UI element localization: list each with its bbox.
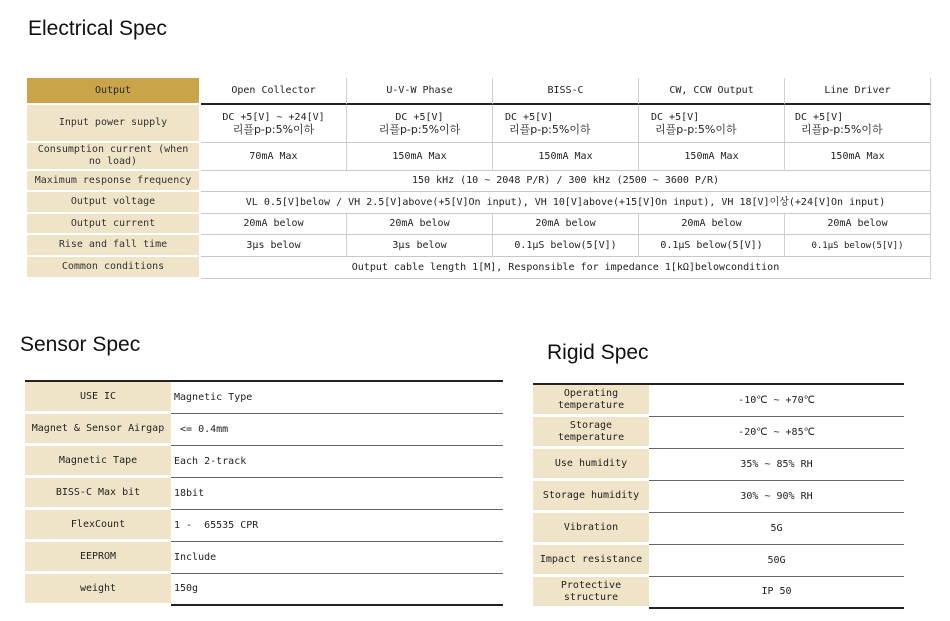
header-biss-c: BISS-C — [493, 78, 639, 105]
header-line-driver: Line Driver — [785, 78, 931, 105]
table-cell: -10℃ ~ +70℃ — [649, 385, 904, 417]
rigid-spec-title: Rigid Spec — [547, 341, 649, 364]
row-label: Use humidity — [533, 449, 649, 481]
row-label: Output current — [27, 214, 201, 235]
table-row — [27, 143, 931, 171]
table-cell — [639, 105, 785, 143]
table-cell: Include — [171, 542, 503, 574]
row-label: Storage humidity — [533, 481, 649, 513]
table-cell: 150mA Max — [639, 143, 785, 171]
table-row — [27, 171, 931, 192]
table-cell: 150mA Max — [493, 143, 639, 171]
table-cell-span: VL 0.5[V]below / VH 2.5[V]above(+5[V]On input), VH 10[V]above(+15[V]On input), VH 18[V]이상(+24[V]On input) — [201, 192, 931, 214]
table-row — [533, 577, 904, 609]
row-label: Magnetic Tape — [25, 446, 171, 478]
row-label: Consumption current (when no load) — [27, 143, 201, 171]
table-cell: 70mA Max — [201, 143, 347, 171]
table-cell: 0.1μS below(5[V]) — [639, 235, 785, 257]
table-cell: <= 0.4mm — [171, 414, 503, 446]
table-row — [533, 417, 904, 449]
electrical-spec-title: Electrical Spec — [28, 17, 167, 40]
table-row — [25, 574, 503, 606]
table-row — [25, 542, 503, 574]
cell-line: 리플p-p:5%이하 — [655, 122, 737, 136]
table-row — [27, 235, 931, 257]
table-cell: 150mA Max — [785, 143, 931, 171]
sensor-spec-title: Sensor Spec — [20, 333, 141, 356]
table-row — [25, 414, 503, 446]
table-cell: 20mA below — [493, 214, 639, 235]
table-cell-span: 150 kHz (10 ~ 2048 P/R) / 300 kHz (2500 ~ 3600 P/R) — [201, 171, 931, 192]
table-row — [25, 382, 503, 414]
table-row — [27, 192, 931, 214]
table-row — [25, 446, 503, 478]
header-uvw-phase: U-V-W Phase — [347, 78, 493, 105]
sensor-spec-table — [25, 380, 503, 606]
row-label: Rise and fall time — [27, 235, 201, 257]
row-label: EEPROM — [25, 542, 171, 574]
table-cell: 35% ~ 85% RH — [649, 449, 904, 481]
table-cell: Magnetic Type — [171, 382, 503, 414]
table-row — [533, 449, 904, 481]
electrical-spec-table — [27, 78, 931, 279]
table-cell: 0.1μS below(5[V]) — [785, 235, 931, 257]
cell-line: DC +5[V] ~ +24[V] — [222, 111, 325, 123]
cell-line: 리플p-p:5%이하 — [801, 122, 883, 136]
table-cell: 150g — [171, 574, 503, 606]
table-row — [533, 481, 904, 513]
table-cell — [493, 105, 639, 143]
table-cell: 1 - 65535 CPR — [171, 510, 503, 542]
row-label: Common conditions — [27, 257, 201, 279]
row-label: USE IC — [25, 382, 171, 414]
table-row — [533, 513, 904, 545]
row-label: Magnet & Sensor Airgap — [25, 414, 171, 446]
table-cell: 30% ~ 90% RH — [649, 481, 904, 513]
cell-line: DC +5[V] — [795, 111, 844, 123]
table-cell: 0.1μS below(5[V]) — [493, 235, 639, 257]
cell-line: 리플p-p:5%이하 — [378, 122, 461, 136]
row-label: Vibration — [533, 513, 649, 545]
row-label: weight — [25, 574, 171, 606]
header-cw-ccw: CW, CCW Output — [639, 78, 785, 105]
table-cell: IP 50 — [649, 577, 904, 609]
table-row — [27, 214, 931, 235]
table-cell: 20mA below — [639, 214, 785, 235]
cell-line: DC +5[V] — [651, 111, 700, 123]
row-label: FlexCount — [25, 510, 171, 542]
table-cell: 50G — [649, 545, 904, 577]
table-cell: 150mA Max — [347, 143, 493, 171]
table-cell — [201, 105, 347, 143]
table-row — [25, 510, 503, 542]
header-open-collector: Open Collector — [201, 78, 347, 105]
table-row — [27, 257, 931, 279]
table-row — [533, 545, 904, 577]
table-cell: -20℃ ~ +85℃ — [649, 417, 904, 449]
row-label: Storage temperature — [533, 417, 649, 449]
cell-line: 리플p-p:5%이하 — [232, 122, 315, 136]
table-cell: 5G — [649, 513, 904, 545]
row-label: Impact resistance — [533, 545, 649, 577]
table-cell — [347, 105, 493, 143]
table-row — [25, 478, 503, 510]
table-cell: 18bit — [171, 478, 503, 510]
table-row — [27, 105, 931, 143]
row-label: BISS-C Max bit — [25, 478, 171, 510]
row-label: Maximum response frequency — [27, 171, 201, 192]
cell-line: 리플p-p:5%이하 — [509, 122, 591, 136]
table-cell: 3μs below — [347, 235, 493, 257]
table-cell: 20mA below — [785, 214, 931, 235]
rigid-spec-table — [533, 383, 904, 609]
row-label: Protective structure — [533, 577, 649, 609]
table-cell: 20mA below — [347, 214, 493, 235]
electrical-header-row — [27, 78, 931, 105]
table-cell: Each 2-track — [171, 446, 503, 478]
table-cell: 20mA below — [201, 214, 347, 235]
header-output: Output — [27, 78, 201, 105]
row-label: Input power supply — [27, 105, 201, 143]
table-cell — [785, 105, 931, 143]
cell-line: DC +5[V] — [395, 111, 444, 123]
row-label: Output voltage — [27, 192, 201, 214]
table-cell: 3μs below — [201, 235, 347, 257]
cell-line: DC +5[V] — [505, 111, 554, 123]
table-cell-span: Output cable length 1[M], Responsible for impedance 1[kΩ]belowcondition — [201, 257, 931, 279]
table-row — [533, 385, 904, 417]
row-label: Operating temperature — [533, 385, 649, 417]
